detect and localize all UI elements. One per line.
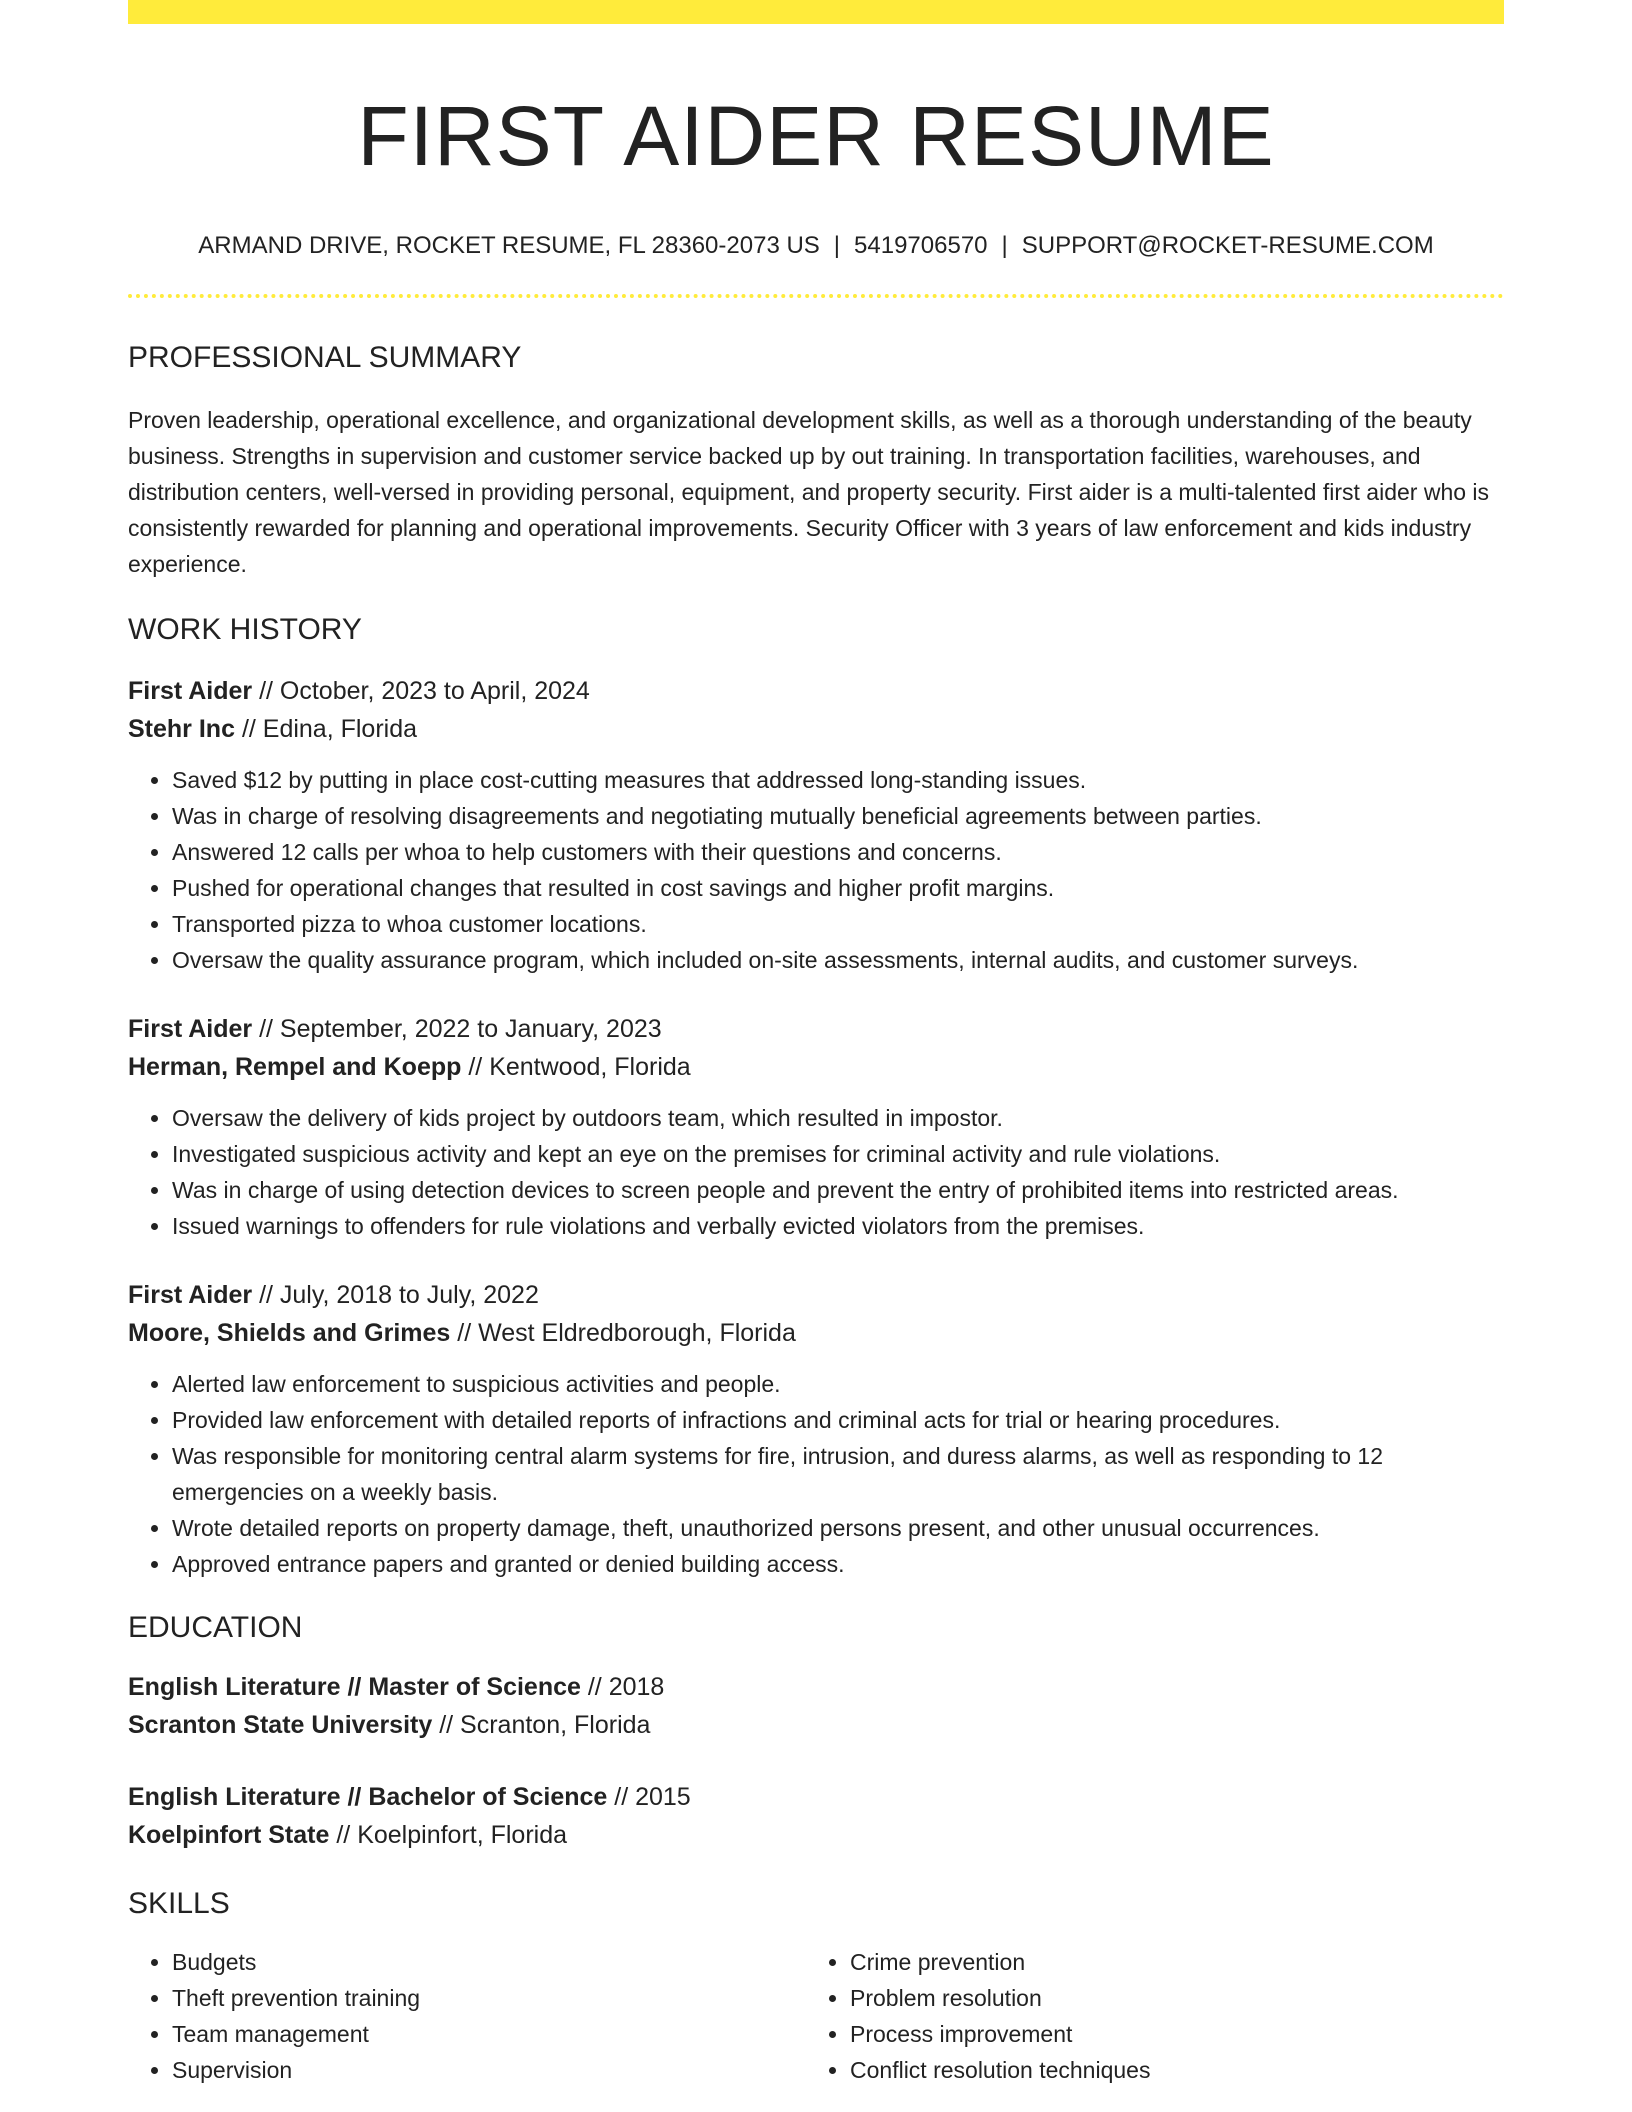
list-item: • Issued warnings to offenders for rule violations and verbally evicted violators from the premises. — [172, 1208, 1504, 1244]
list-item: • Provided law enforcement with detailed reports of infractions and criminal acts for trial or hearing procedures. — [172, 1402, 1504, 1438]
job-title-line — [128, 672, 1504, 710]
education-year: // 2015 — [614, 1783, 691, 1811]
education-entry — [128, 1668, 1504, 1744]
job-bullets — [128, 762, 1504, 978]
list-item: • Answered 12 calls per whoa to help customers with their questions and concerns. — [172, 834, 1504, 870]
job-bullets — [128, 1100, 1504, 1244]
job-company: Moore, Shields and Grimes — [128, 1319, 451, 1347]
contact-email: SUPPORT@ROCKET-RESUME.COM — [1021, 232, 1434, 259]
list-item: • Budgets — [172, 1944, 806, 1980]
list-item: • Process improvement — [850, 2016, 1484, 2052]
summary-section — [128, 338, 1504, 582]
job-company-line — [128, 1314, 1504, 1352]
education-degree: English Literature // Master of Science — [128, 1673, 581, 1701]
work-history-heading: WORK HISTORY — [128, 613, 362, 646]
job-location: // West Eldredborough, Florida — [457, 1319, 796, 1347]
contact-separator: | — [833, 232, 841, 259]
job-entry — [128, 672, 1504, 978]
work-history-section — [128, 610, 1504, 1582]
list-item: • Was in charge of using detection devices to screen people and prevent the entry of prohibited items into restricted areas. — [172, 1172, 1504, 1208]
skills-grid — [128, 1944, 1504, 2088]
skills-section — [128, 1884, 1504, 2088]
list-item: • Supervision — [172, 2052, 806, 2088]
job-role: First Aider — [128, 1281, 253, 1309]
top-accent-bar — [128, 0, 1504, 24]
list-item: • Transported pizza to whoa customer locations. — [172, 906, 1504, 942]
contact-phone: 5419706570 — [854, 232, 988, 259]
resume-page — [128, 0, 1504, 2088]
job-company-line — [128, 710, 1504, 748]
contact-address: ARMAND DRIVE, ROCKET RESUME, FL 28360-2073 US — [198, 232, 820, 259]
list-item: • Approved entrance papers and granted or denied building access. — [172, 1546, 1504, 1582]
education-year: // 2018 — [587, 1673, 665, 1701]
header-divider — [128, 294, 1504, 298]
list-item: • Wrote detailed reports on property damage, theft, unauthorized persons present, and other unusual occurrences. — [172, 1510, 1504, 1546]
job-entry — [128, 1010, 1504, 1244]
list-item: • Oversaw the quality assurance program, which included on-site assessments, internal audits, and customer surveys. — [172, 942, 1504, 978]
education-school: Koelpinfort State — [128, 1821, 330, 1849]
resume-title: FIRST AIDER RESUME — [357, 89, 1275, 183]
skills-column-right — [806, 1944, 1484, 2088]
list-item: • Alerted law enforcement to suspicious activities and people. — [172, 1366, 1504, 1402]
job-bullets — [128, 1366, 1504, 1582]
list-item: • Conflict resolution techniques — [850, 2052, 1484, 2088]
skills-heading: SKILLS — [128, 1887, 230, 1920]
skills-column-left — [128, 1944, 806, 2088]
job-company-line — [128, 1048, 1504, 1086]
list-item: • Crime prevention — [850, 1944, 1484, 1980]
job-dates: // July, 2018 to July, 2022 — [259, 1281, 539, 1309]
contact-separator: | — [1001, 232, 1008, 259]
education-school: Scranton State University — [128, 1711, 433, 1739]
list-item: • Theft prevention training — [172, 1980, 806, 2016]
education-section — [128, 1608, 1504, 1854]
list-item: • Pushed for operational changes that resulted in cost savings and higher profit margins. — [172, 870, 1504, 906]
job-role: First Aider — [128, 677, 253, 705]
education-degree-line — [128, 1668, 1504, 1706]
job-role: First Aider — [128, 1015, 253, 1043]
education-entry — [128, 1778, 1504, 1854]
list-item: • Was in charge of resolving disagreements and negotiating mutually beneficial agreements between parties. — [172, 798, 1504, 834]
education-degree: English Literature // Bachelor of Science — [128, 1783, 608, 1811]
job-dates: // October, 2023 to April, 2024 — [259, 677, 590, 705]
education-heading: EDUCATION — [128, 1611, 303, 1644]
job-company: Herman, Rempel and Koepp — [128, 1053, 462, 1081]
job-location: // Edina, Florida — [241, 715, 418, 743]
contact-line — [128, 230, 1504, 262]
job-company: Stehr Inc — [128, 715, 235, 743]
job-dates: // September, 2022 to January, 2023 — [259, 1015, 662, 1043]
list-item: • Team management — [172, 2016, 806, 2052]
list-item: • Was responsible for monitoring central alarm systems for fire, intrusion, and duress alarms, as well as responding to 12 emergencies on a weekly basis. — [172, 1438, 1504, 1510]
list-item: • Problem resolution — [850, 1980, 1484, 2016]
education-location: // Scranton, Florida — [439, 1711, 651, 1739]
education-school-line — [128, 1816, 1504, 1854]
job-title-line — [128, 1276, 1504, 1314]
list-item: • Saved $12 by putting in place cost-cutting measures that addressed long-standing issues. — [172, 762, 1504, 798]
job-title-line — [128, 1010, 1504, 1048]
list-item: • Investigated suspicious activity and kept an eye on the premises for criminal activity and rule violations. — [172, 1136, 1504, 1172]
list-item: • Oversaw the delivery of kids project by outdoors team, which resulted in impostor. — [172, 1100, 1504, 1136]
job-location: // Kentwood, Florida — [468, 1053, 691, 1081]
job-entry — [128, 1276, 1504, 1582]
education-school-line — [128, 1706, 1504, 1744]
summary-heading: PROFESSIONAL SUMMARY — [128, 341, 522, 374]
education-location: // Koelpinfort, Florida — [336, 1821, 568, 1849]
summary-text: Proven leadership, operational excellence, and organizational development skills, as well as a thorough understanding of the beauty business. Strengths in supervision and customer service backed up by out training. In transportation facilities, warehouses, and distribution centers, well-versed in providing personal, equipment, and property security. First aider is a multi-talented first aider who is consistently rewarded for planning and operational improvements. Security Officer with 3 years of law enforcement and kids industry experience. — [128, 407, 1490, 577]
education-degree-line — [128, 1778, 1504, 1816]
